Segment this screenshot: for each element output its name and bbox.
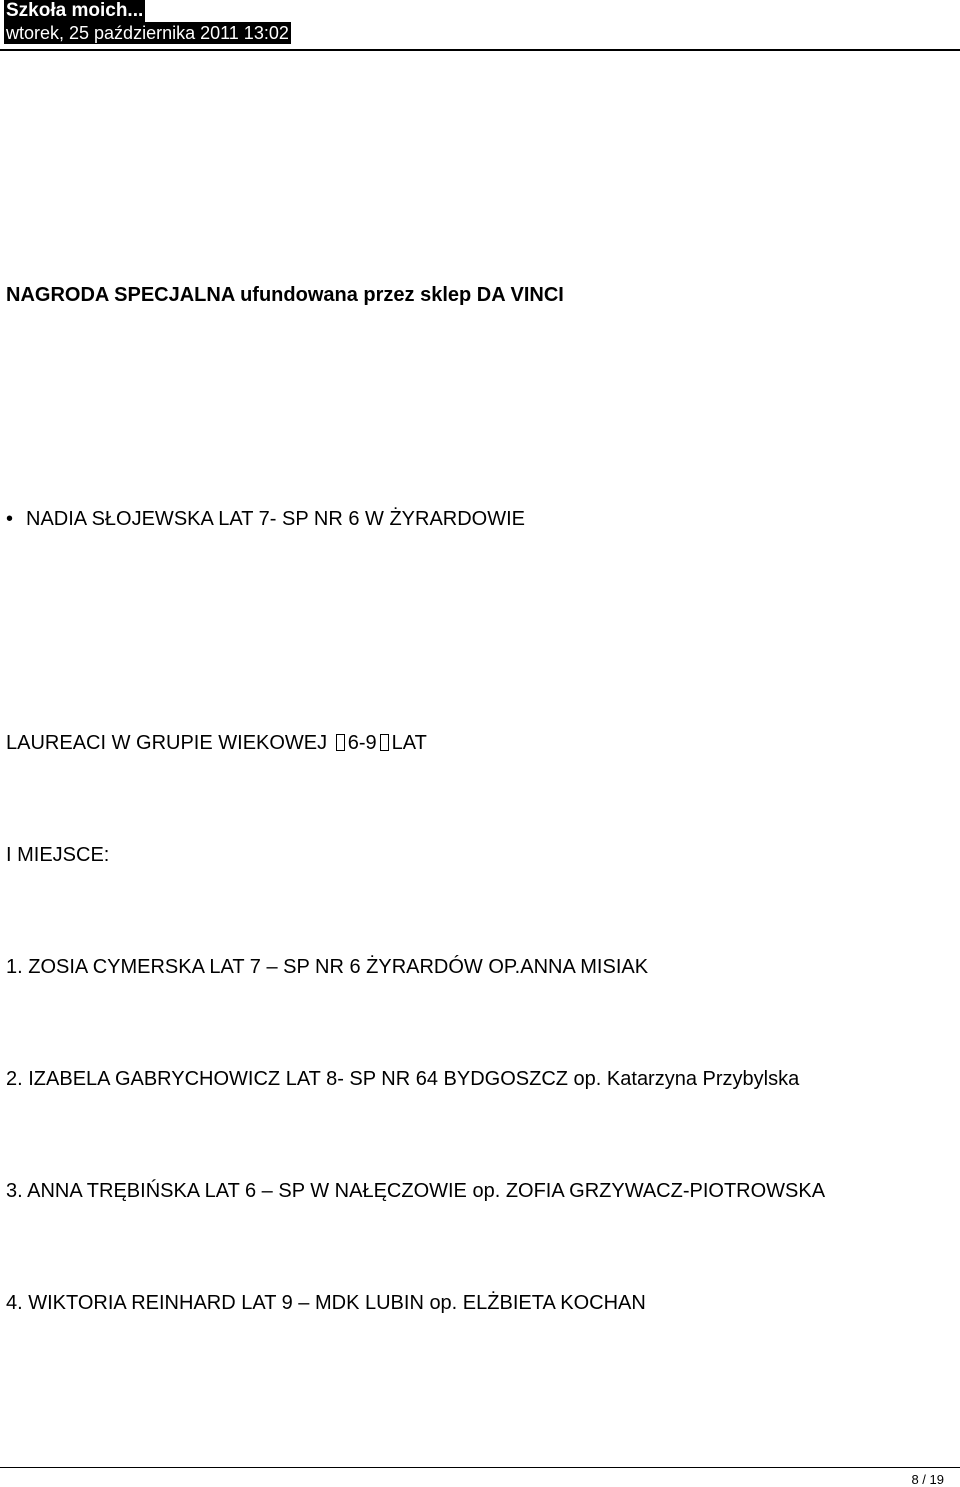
header-divider	[0, 49, 960, 51]
special-winner-text: NADIA SŁOJEWSKA LAT 7- SP NR 6 W ŻYRARDOWIE	[26, 508, 526, 530]
laureate-item-4: 4. WIKTORIA REINHARD LAT 9 – MDK LUBIN op. ELŻBIETA KOCHAN	[6, 1292, 646, 1314]
age-group-suffix: LAT	[391, 732, 427, 754]
missing-glyph-icon	[380, 734, 389, 751]
page-number: 8 / 19	[911, 1472, 944, 1487]
footer-divider	[0, 1467, 960, 1468]
bullet-icon: •	[6, 508, 14, 530]
special-award-heading: NAGRODA SPECJALNA ufundowana przez sklep DA VINCI	[6, 284, 564, 306]
missing-glyph-icon	[336, 734, 345, 751]
laureate-item-3: 3. ANNA TRĘBIŃSKA LAT 6 – SP W NAŁĘCZOWIE op. ZOFIA GRZYWACZ-PIOTROWSKA	[6, 1180, 826, 1202]
age-group-range: 6-9	[347, 732, 377, 754]
laureate-item-2: 2. IZABELA GABRYCHOWICZ LAT 8- SP NR 64 BYDGOSZCZ op. Katarzyna Przybylska	[6, 1068, 800, 1090]
laureate-item-1: 1. ZOSIA CYMERSKA LAT 7 – SP NR 6 ŻYRARDÓW OP.ANNA MISIAK	[6, 956, 649, 978]
document-title: Szkoła moich...	[6, 0, 144, 21]
document-date: wtorek, 25 października 2011 13:02	[6, 23, 289, 43]
age-group-heading	[6, 731, 427, 755]
place-heading: I MIEJSCE:	[6, 844, 110, 866]
age-group-prefix: LAUREACI W GRUPIE WIEKOWEJ	[6, 732, 328, 754]
special-winner-item	[6, 507, 525, 531]
